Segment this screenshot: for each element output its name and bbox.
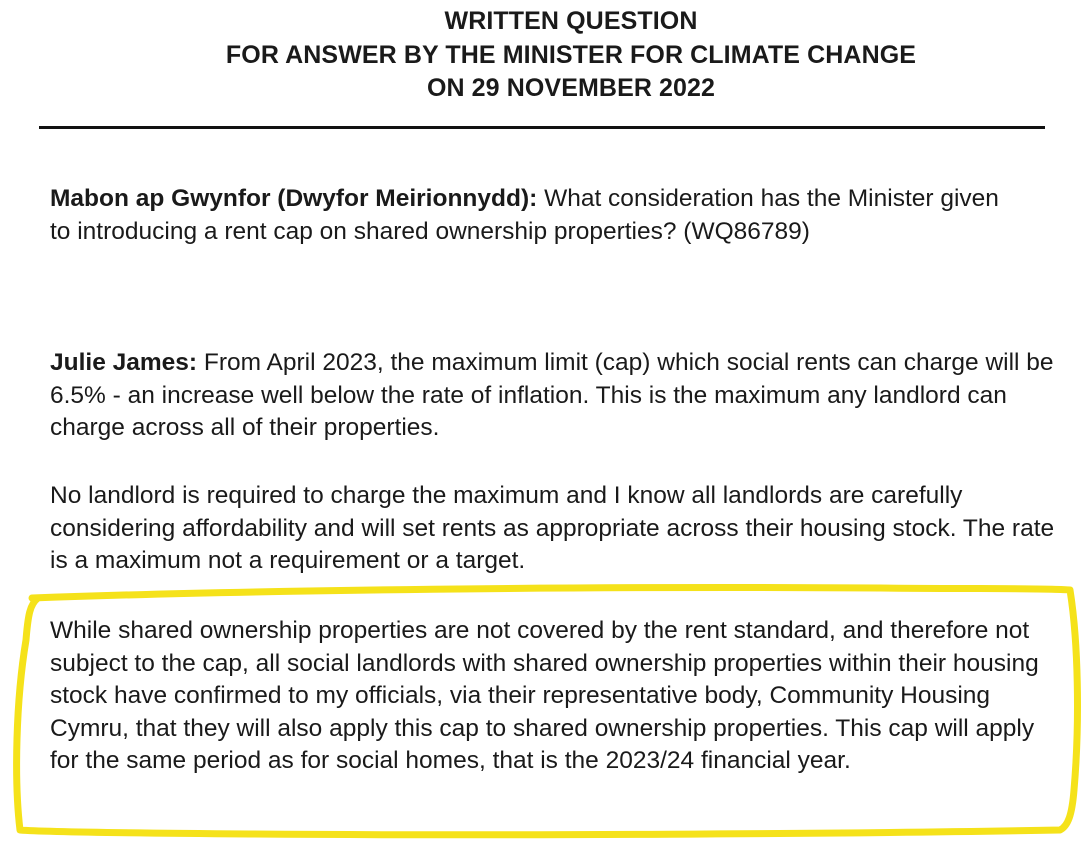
title-line-date: ON 29 NOVEMBER 2022 [426, 74, 716, 102]
answer-speaker: Julie James: [50, 349, 198, 376]
question-text: What consideration has the Minister given to introducing a rent cap on shared ownership properties? (WQ86789) [50, 185, 999, 245]
answer-paragraph-1 [50, 347, 1070, 445]
title-line-minister: FOR ANSWER BY THE MINISTER FOR CLIMATE CHANGE [225, 40, 917, 69]
title-line-written-question: WRITTEN QUESTION [444, 7, 698, 35]
question-paragraph [50, 183, 1010, 248]
document-title [40, 5, 1088, 106]
answer-paragraph-3-highlighted: While shared ownership properties are not covered by the rent standard, and therefore not subject to the cap, all social landlords with shared ownership properties within their housing stock have confirmed to my officials, via their representative body, Community Housing Cymru, that they will also apply this cap to shared ownership properties. This cap will apply for the same period as for social homes, that is the 2023/24 financial year. [50, 617, 1039, 775]
question-speaker: Mabon ap Gwynfor (Dwyfor Meirionnydd): [50, 185, 538, 212]
answer-paragraph-2: No landlord is required to charge the maximum and I know all landlords are carefully considering affordability and will set rents as appropriate across their housing stock. The rate is a maximum not a requirement or a target. [50, 482, 1055, 575]
title-divider [39, 126, 1045, 129]
answer-text-1: From April 2023, the maximum limit (cap) which social rents can charge will be 6.5% - an increase well below the rate of inflation. This is the maximum any landlord can charge across all of their properties. [50, 349, 1054, 442]
